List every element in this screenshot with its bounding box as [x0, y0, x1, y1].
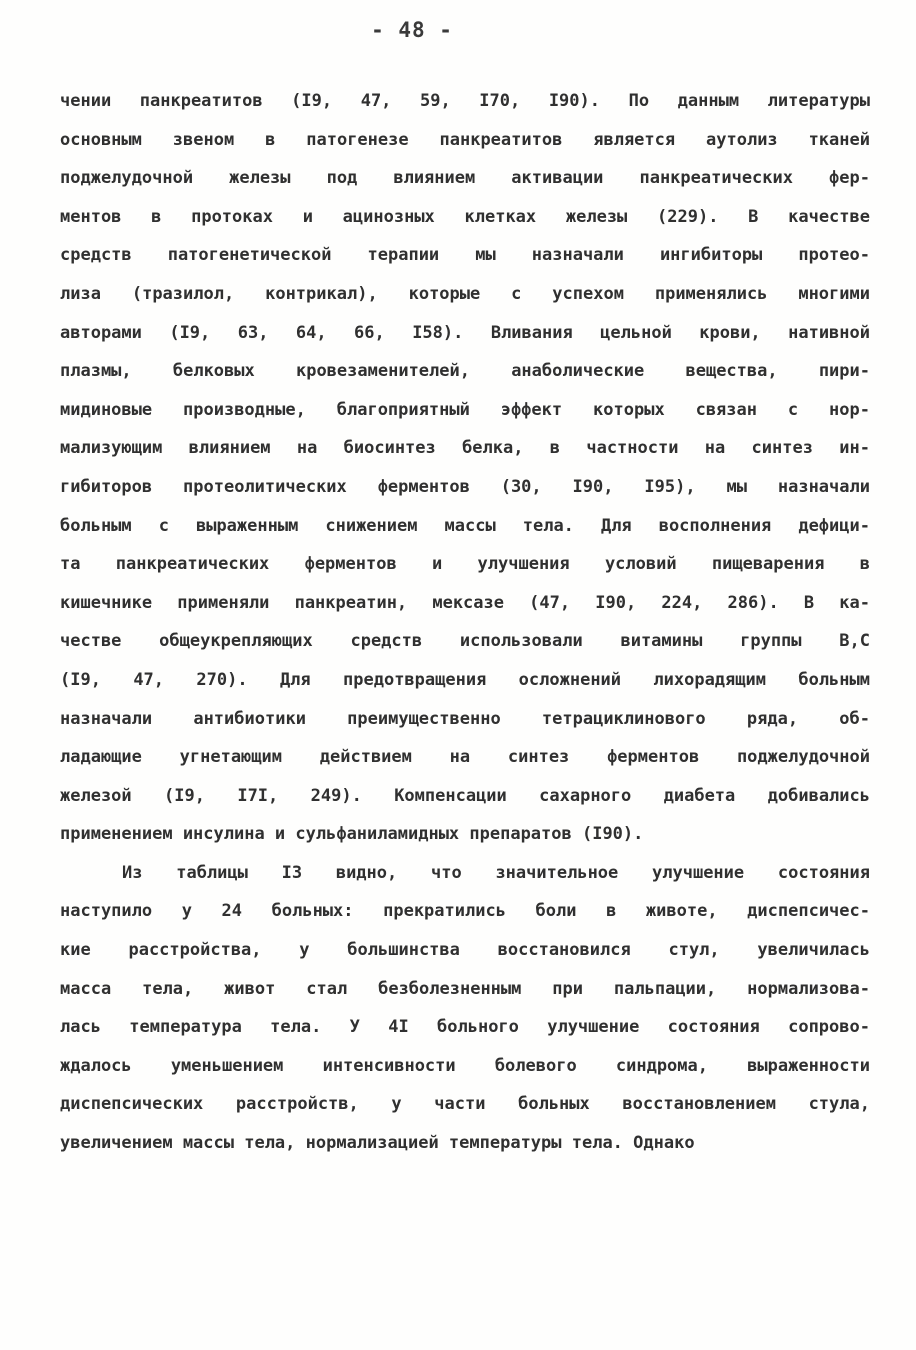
text-line: честве общеукрепляющих средств использовали витамины группы В,С [60, 631, 870, 652]
text-line: гибиторов протеолитических ферментов (30, I90, I95), мы назначали [60, 476, 870, 497]
text-line: мализующим влиянием на биосинтез белка, в частности на синтез ин- [60, 438, 870, 459]
text-line: наступило у 24 больных: прекратились боли в животе, диспепсичес- [60, 901, 870, 922]
text-line: лиза (тразилол, контрикал), которые с успехом применялись многими [60, 283, 870, 304]
text-line: назначали антибиотики преимущественно тетрациклинового ряда, об- [60, 708, 870, 729]
text-line: средств патогенетической терапии мы назначали ингибиторы протео- [60, 245, 870, 266]
text-line: поджелудочной железы под влиянием активации панкреатических фер- [60, 168, 870, 189]
text-line: увеличением массы тела, нормализацией температуры тела. Однако [60, 1133, 695, 1154]
text-line: ждалось уменьшением интенсивности болевого синдрома, выраженности [60, 1055, 870, 1076]
text-line: кишечнике применяли панкреатин, мексазе (47, I90, 224, 286). В ка- [60, 592, 870, 613]
text-line: диспепсических расстройств, у части больных восстановлением стула, [60, 1094, 870, 1115]
text-line: масса тела, живот стал безболезненным при пальпации, нормализова- [60, 978, 870, 999]
text-line: ладающие угнетающим действием на синтез ферментов поджелудочной [60, 747, 870, 768]
text-line: мидиновые производные, благоприятный эффект которых связан с нор- [60, 399, 870, 420]
body-text [60, 82, 870, 1163]
text-line: кие расстройства, у большинства восстановился стул, увеличилась [60, 940, 870, 961]
text-line: (I9, 47, 270). Для предотвращения осложнений лихорадящим больным [60, 669, 870, 690]
text-line: ментов в протоках и ацинозных клетках железы (229). В качестве [60, 206, 870, 227]
text-line: больным с выраженным снижением массы тела. Для восполнения дефици- [60, 515, 870, 536]
text-line: плазмы, белковых кровезаменителей, анаболические вещества, пири- [60, 361, 870, 382]
page-number: - 48 - [371, 18, 453, 42]
paragraph-start-line: Из таблицы I3 видно, что значительное улучшение состояния [122, 862, 870, 883]
text-line: авторами (I9, 63, 64, 66, I58). Вливания цельной крови, нативной [60, 322, 870, 343]
text-line: лась температура тела. У 4I больного улучшение состояния сопрово- [60, 1017, 870, 1038]
text-line: чении панкреатитов (I9, 47, 59, I70, I90). По данным литературы [60, 91, 870, 111]
text-line: основным звеном в патогенезе панкреатитов является аутолиз тканей [60, 129, 870, 150]
text-line: применением инсулина и сульфаниламидных препаратов (I90). [60, 824, 644, 845]
text-line: железой (I9, I7I, 249). Компенсации сахарного диабета добивались [60, 785, 870, 806]
text-line: та панкреатических ферментов и улучшения условий пищеварения в [60, 554, 870, 575]
